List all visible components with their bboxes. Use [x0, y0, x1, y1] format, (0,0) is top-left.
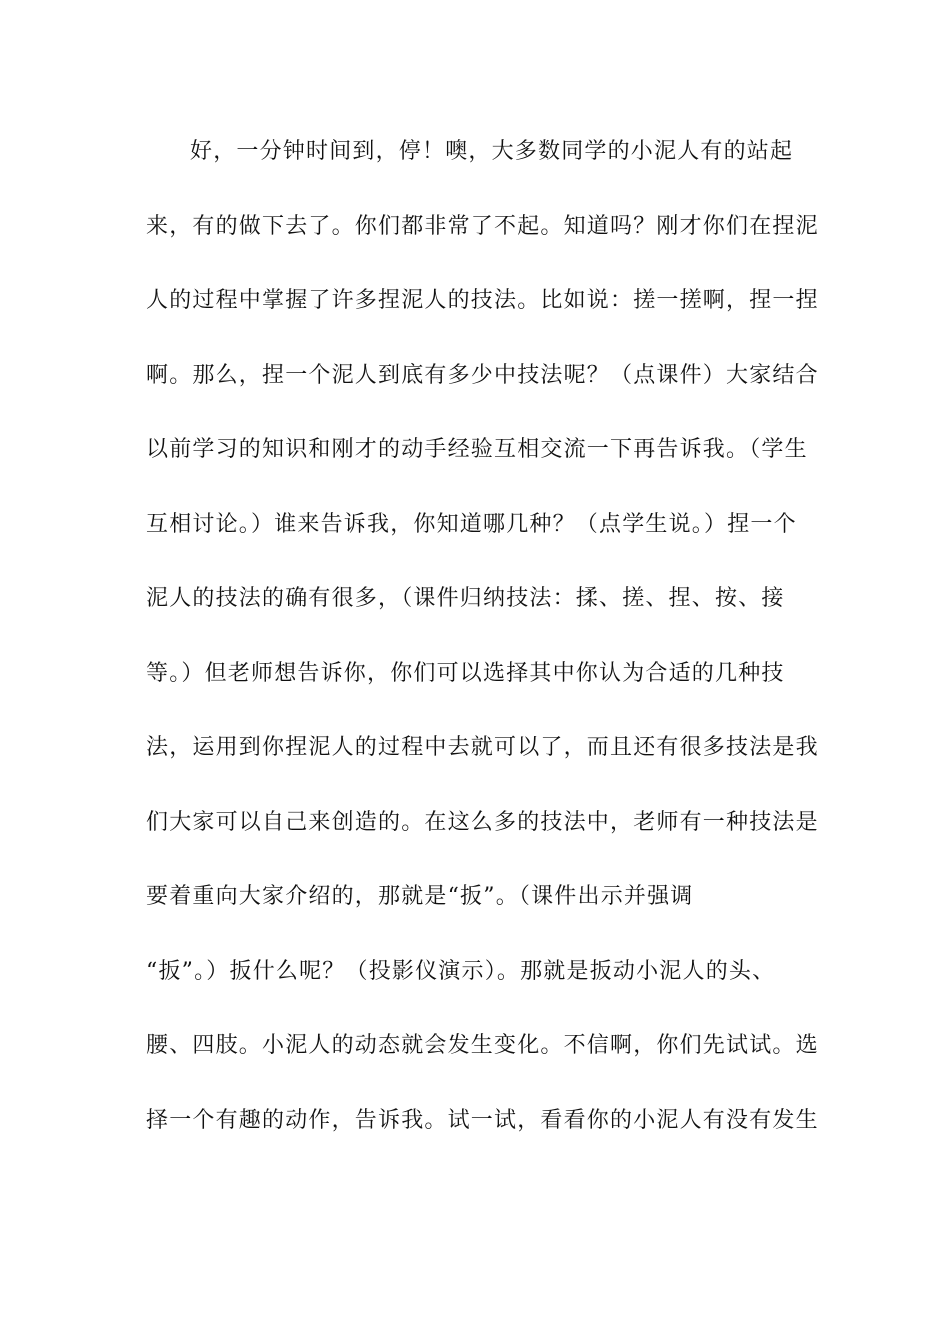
text-line-7: 泥人的技法的确有很多，（课件归纳技法：揉、搓、捏、按、接 [146, 586, 785, 611]
text-line-14: 择一个有趣的动作，告诉我。试一试，看看你的小泥人有没有发生 [146, 1107, 819, 1133]
body-paragraph [146, 133, 819, 1176]
text-line-12: “扳”。）扳什么呢？（投影仪演示）。那就是扳动小泥人的头、 [146, 958, 776, 984]
text-line-11: 要着重向大家介绍的，那就是“扳”。（课件出示并强调 [146, 884, 694, 909]
text-line-2: 来，有的做下去了。你们都非常了不起。知道吗？刚才你们在捏泥 [146, 213, 819, 239]
text-line-8: 等。）但老师想告诉你，你们可以选择其中你认为合适的几种技 [146, 660, 785, 686]
text-line-1: 好，一分钟时间到，停！噢，大多数同学的小泥人有的站起 [190, 139, 794, 164]
text-line-4: 啊。那么，捏一个泥人到底有多少中技法呢？（点课件）大家结合 [146, 362, 819, 388]
text-line-9: 法，运用到你捏泥人的过程中去就可以了，而且还有很多技法是我 [146, 735, 819, 760]
text-line-6: 互相讨论。）谁来告诉我，你知道哪几种？（点学生说。）捏一个 [146, 511, 797, 537]
text-line-5: 以前学习的知识和刚才的动手经验互相交流一下再告诉我。（学生 [146, 437, 808, 462]
text-line-10: 们大家可以自己来创造的。在这么多的技法中，老师有一种技法是 [146, 809, 819, 835]
text-line-3: 人的过程中掌握了许多捏泥人的技法。比如说：搓一搓啊，捏一捏 [146, 288, 819, 313]
text-line-13: 腰、四肢。小泥人的动态就会发生变化。不信啊，你们先试试。选 [146, 1033, 819, 1058]
